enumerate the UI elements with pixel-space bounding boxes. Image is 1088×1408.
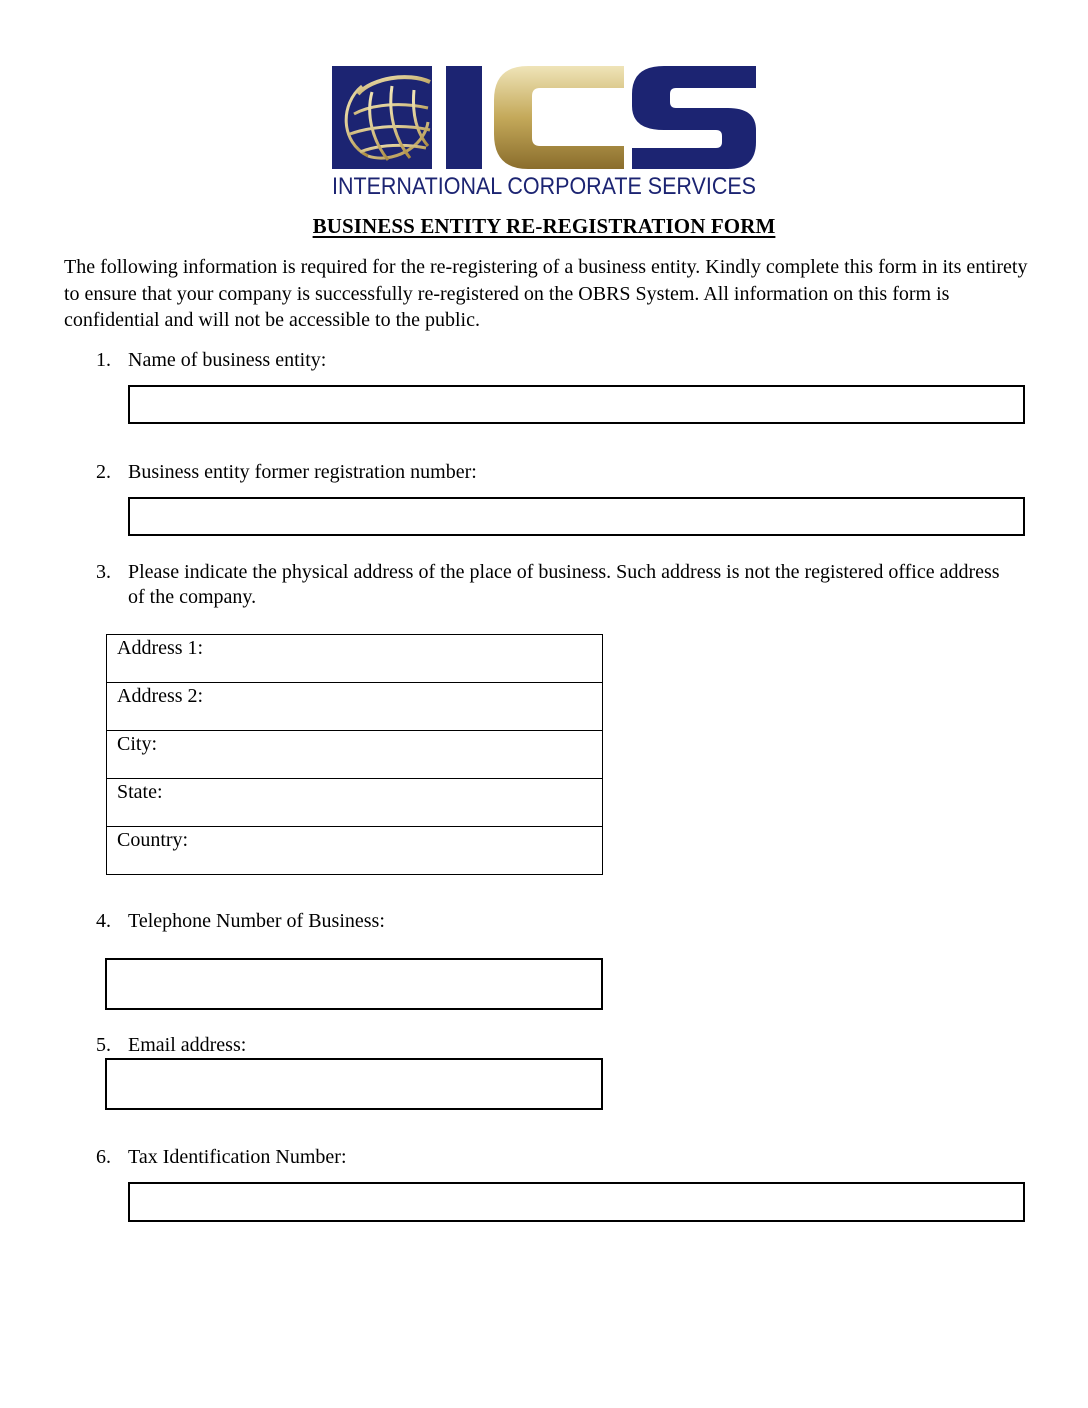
question-label: Tax Identification Number: [128,1146,347,1168]
logo-letter-c [494,66,624,169]
address-1-field[interactable] [107,635,603,683]
company-logo [332,64,756,200]
telephone-field[interactable] [105,958,603,1010]
address-row[interactable] [107,731,603,779]
question-3 [96,560,1016,612]
address-row[interactable] [107,779,603,827]
address-2-label: Address 2: [117,685,204,707]
question-label: Please indicate the physical address of the place of business. Such address is not the registered office address of the company. [128,561,1000,608]
question-label: Email address: [128,1034,247,1056]
logo-letter-i [446,66,482,169]
question-label: Telephone Number of Business: [128,910,385,932]
city-label: City: [117,733,158,755]
logo-tagline: INTERNATIONAL CORPORATE SERVICES [332,173,756,200]
question-label: Name of business entity: [128,349,327,371]
question-6 [96,1145,996,1171]
question-number: 4. [96,910,111,932]
email-field[interactable] [105,1058,603,1110]
question-2 [96,460,996,486]
question-5 [96,1033,996,1059]
logo-letters: ICS [332,64,334,65]
address-2-field[interactable] [107,683,603,731]
address-1-label: Address 1: [117,637,204,659]
question-number: 6. [96,1146,111,1168]
intro-paragraph: The following information is required for the re-registering of a business entity. Kindly complete this form in its entirety to ensure that your company is successfully re-registered on the OBRS System. All information on this form is confidential and will not be accessible to the public. [64,256,1028,331]
question-number: 3. [96,561,111,583]
address-table [106,634,603,875]
former-registration-number-field[interactable] [128,497,1025,536]
question-number: 5. [96,1034,111,1056]
country-label: Country: [117,829,189,851]
form-title: BUSINESS ENTITY RE-REGISTRATION FORM [312,214,776,238]
address-row[interactable] [107,683,603,731]
logo-letter-s [632,66,756,169]
question-1 [96,348,996,374]
business-name-field[interactable] [128,385,1025,424]
tax-id-field[interactable] [128,1182,1025,1222]
question-number: 1. [96,349,111,371]
question-number: 2. [96,461,111,483]
ics-logo-graphic [332,64,756,200]
question-4 [96,909,996,935]
address-row[interactable] [107,827,603,875]
state-label: State: [117,781,163,803]
country-field[interactable] [107,827,603,875]
state-field[interactable] [107,779,603,827]
address-row[interactable] [107,635,603,683]
city-field[interactable] [107,731,603,779]
question-label: Business entity former registration number: [128,461,477,483]
